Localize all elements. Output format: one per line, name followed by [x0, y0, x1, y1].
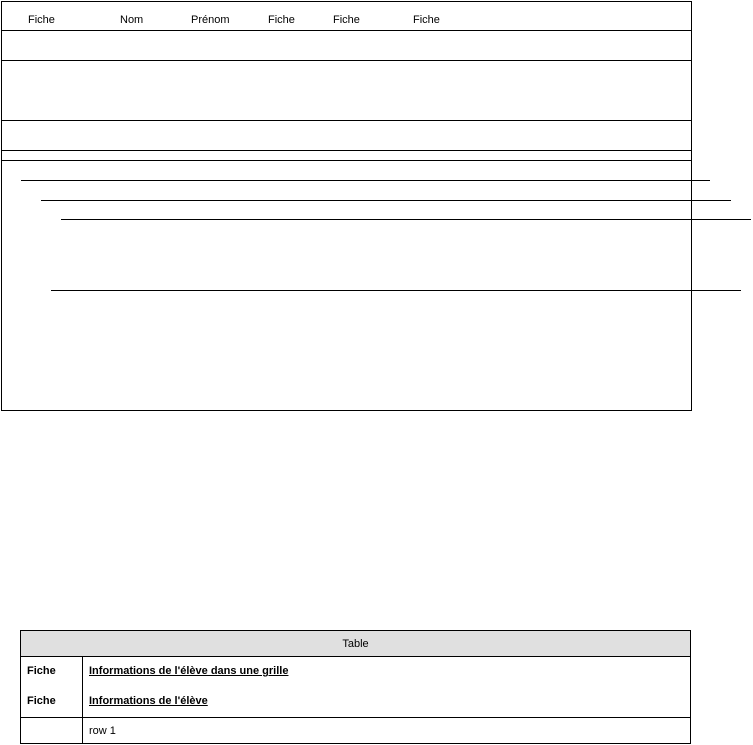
column-header-fiche-4: Fiche [413, 14, 440, 26]
row-divider [1, 150, 691, 151]
legend-title: Table [21, 631, 691, 657]
column-header-fiche-2: Fiche [268, 14, 295, 26]
legend-link-grid-info[interactable]: Informations de l'élève dans une grille [89, 665, 289, 677]
legend-keys [21, 657, 83, 718]
tree-line [51, 290, 741, 291]
column-header-fiche-3: Fiche [333, 14, 360, 26]
legend-key: Fiche [27, 695, 56, 707]
row-divider [1, 60, 691, 61]
row-divider [1, 30, 691, 31]
row-divider [1, 160, 691, 161]
legend-values [83, 657, 691, 718]
column-header-prenom: Prénom [191, 14, 230, 26]
legend-table [20, 630, 691, 744]
wireframe-frame [1, 1, 692, 411]
legend-extra-key [21, 718, 83, 744]
legend-key: Fiche [27, 665, 56, 677]
tree-line [61, 219, 751, 220]
legend-extra-value: row 1 [83, 718, 691, 744]
row-divider [1, 120, 691, 121]
tree-line [41, 200, 731, 201]
column-header-fiche-1: Fiche [28, 14, 55, 26]
legend-link-student-info[interactable]: Informations de l'élève [89, 695, 208, 707]
tree-line [21, 180, 710, 181]
column-header-nom: Nom [120, 14, 144, 26]
